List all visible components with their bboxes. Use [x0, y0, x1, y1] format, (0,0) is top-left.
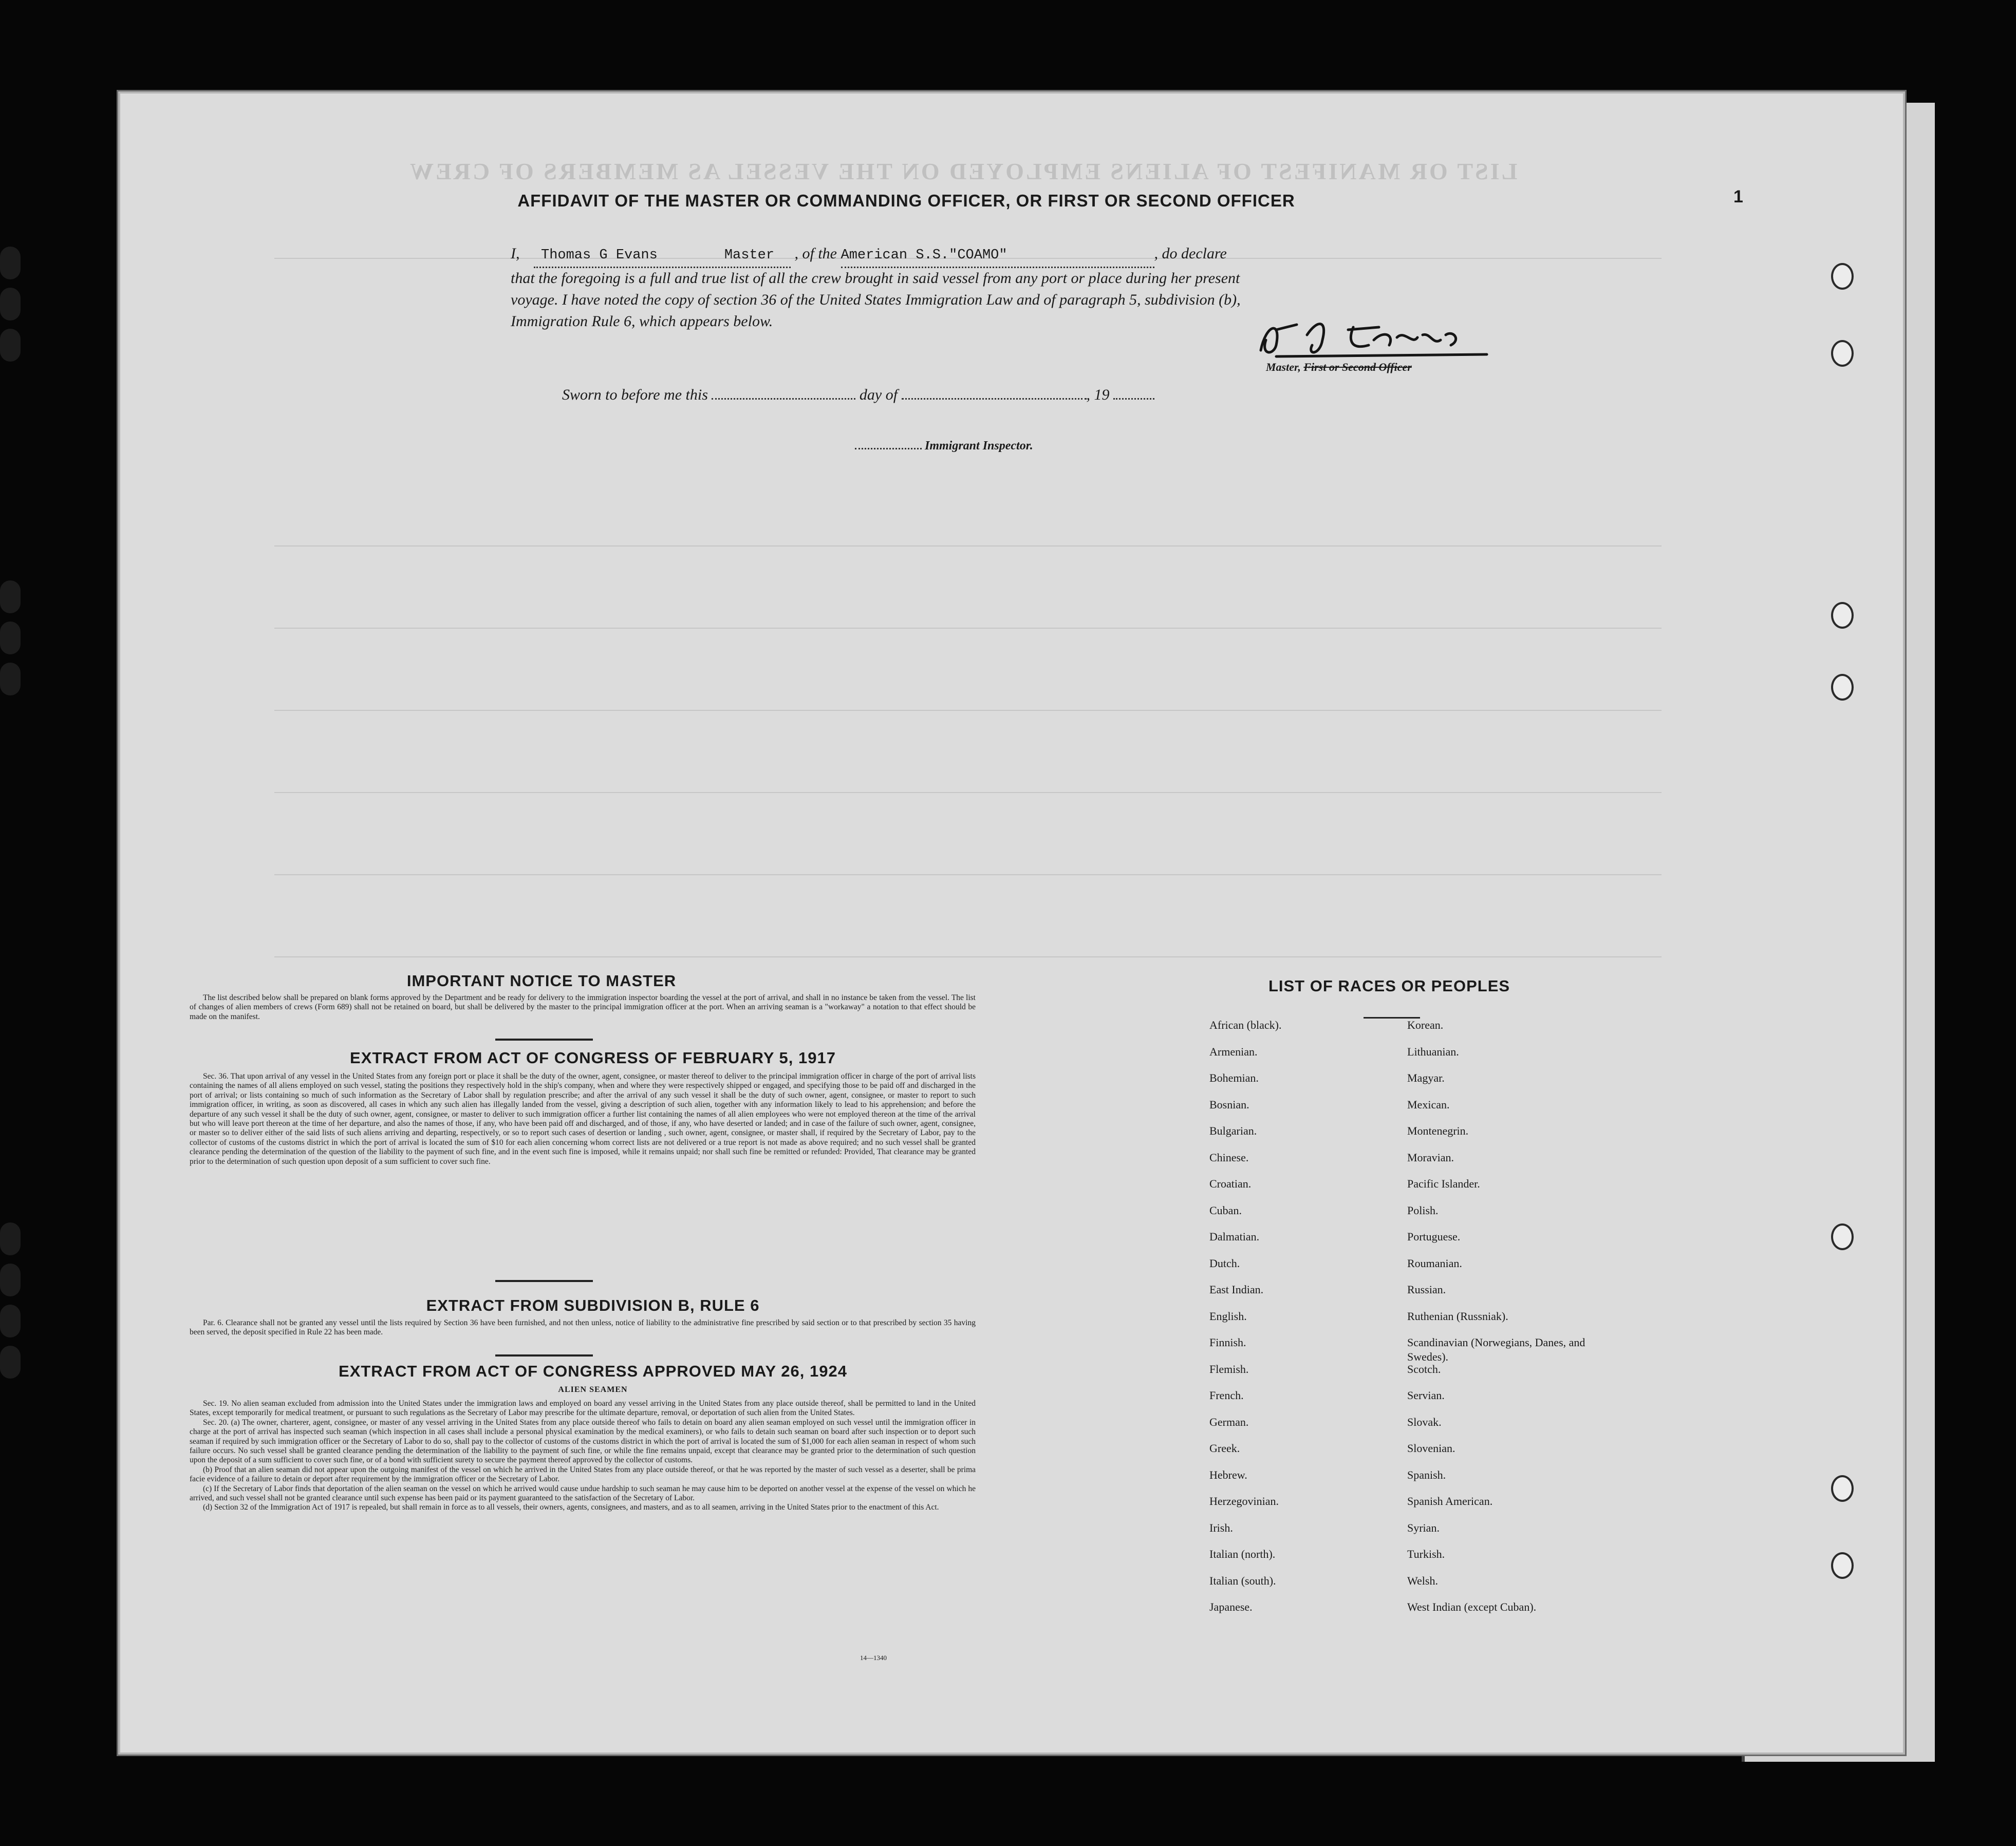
extract-1924-title: EXTRACT FROM ACT OF CONGRESS APPROVED MAY 26, 1924	[339, 1362, 847, 1380]
race-entry: Armenian.	[1209, 1045, 1258, 1058]
binder-hole	[0, 329, 21, 362]
races-right-column	[1407, 1018, 1602, 1627]
race-entry: Magyar.	[1407, 1071, 1445, 1084]
races-left-column	[1209, 1018, 1374, 1627]
race-entry: Herzegovinian.	[1209, 1495, 1279, 1508]
extract-1924-paragraph: (c) If the Secretary of Labor finds that deportation of the alien seaman on the vessel on which he arrived would cause undue hardship to such seaman he may cause him to be deported on another vessel at the expense of the vessel on which he arrived, and such vessel shall not be granted clearance until such expense has been paid or its payment guaranteed to the satisfaction of the Secretary of Labor.	[190, 1484, 976, 1503]
race-entry: Slovenian.	[1407, 1442, 1455, 1455]
affidavit-line-4: Immigration Rule 6, which appears below.	[511, 313, 773, 330]
race-entry: Roumanian.	[1407, 1256, 1462, 1270]
bleed-line	[274, 710, 1662, 711]
extract-rule6-text	[190, 1318, 976, 1338]
extract-1924-paragraph: Sec. 19. No alien seaman excluded from admission into the United States under the immigration laws and employed on board any vessel arriving in the United States from any place outside thereof, shall be permitted to land in the United States, except temporarily for medical treatment, or pursuant to such regulations as the Secretary of Labor may prescribe for the ultimate departure, removal, or deportation of such alien from the United States.	[190, 1399, 976, 1418]
page-hole	[1831, 1475, 1854, 1502]
signature-label	[1266, 361, 1412, 374]
extract-1924-paragraph: (d) Section 32 of the Immigration Act of 1917 is repealed, but shall remain in force as to all vessels, their owners, agents, consignees, and masters, and as to all seamen, arriving in the United States prior to the enactment of this Act.	[203, 1503, 939, 1512]
page-hole	[1831, 263, 1854, 290]
page-hole	[1831, 1223, 1854, 1250]
race-entry: French.	[1209, 1389, 1244, 1402]
form-number: 14—1340	[860, 1654, 887, 1662]
race-entry: Croatian.	[1209, 1177, 1252, 1190]
affidavit-line-3: voyage. I have noted the copy of section 36 of the United States Immigration Law and of paragraph 5, subdivision (b),	[511, 291, 1241, 308]
binder-hole	[0, 247, 21, 279]
binder-hole	[0, 1305, 21, 1338]
inspector-label: Immigrant Inspector.	[925, 439, 1033, 453]
race-entry: Ruthenian (Russniak).	[1407, 1309, 1508, 1323]
bleed-line	[274, 874, 1662, 875]
affidavit-page	[118, 91, 1905, 1755]
extract-1917-title: EXTRACT FROM ACT OF CONGRESS OF FEBRUARY 5, 1917	[350, 1049, 836, 1067]
declare-label: , do declare	[1154, 245, 1227, 262]
race-entry: African (black).	[1209, 1019, 1282, 1031]
race-entry: Dutch.	[1209, 1256, 1240, 1270]
bleed-line	[274, 628, 1662, 629]
race-entry: Lithuanian.	[1407, 1045, 1459, 1058]
important-notice-title: IMPORTANT NOTICE TO MASTER	[406, 972, 677, 990]
of-the-label: , of the	[794, 245, 837, 262]
races-title: LIST OF RACES OR PEOPLES	[1268, 977, 1510, 995]
binder-hole	[0, 663, 21, 695]
race-entry: West Indian (except Cuban).	[1407, 1600, 1537, 1613]
race-entry: Pacific Islander.	[1407, 1177, 1480, 1190]
race-entry: Spanish.	[1407, 1468, 1446, 1481]
race-entry: Japanese.	[1209, 1600, 1253, 1613]
binder-hole	[0, 621, 21, 654]
page-hole	[1831, 1552, 1854, 1579]
race-entry: Spanish American.	[1407, 1495, 1493, 1508]
race-entry: Hebrew.	[1209, 1468, 1247, 1481]
page-hole	[1831, 340, 1854, 367]
sworn-line	[562, 384, 1154, 406]
race-entry: German.	[1209, 1415, 1249, 1428]
race-entry: Slovak.	[1407, 1415, 1442, 1428]
race-entry: English.	[1209, 1309, 1247, 1323]
sworn-day-label: day of	[859, 386, 898, 403]
signature-label-struck: First or Second Officer	[1303, 361, 1412, 373]
master-rank: Master	[724, 248, 775, 263]
race-entry: Bohemian.	[1209, 1071, 1259, 1084]
race-entry: Servian.	[1407, 1389, 1445, 1402]
race-entry: Mexican.	[1407, 1098, 1450, 1111]
race-entry: Chinese.	[1209, 1151, 1249, 1164]
bleed-line	[274, 792, 1662, 793]
page-number: 1	[1733, 187, 1743, 206]
divider	[495, 1280, 593, 1282]
bleed-line	[274, 956, 1662, 957]
race-entry: Polish.	[1407, 1203, 1439, 1217]
important-notice-paragraph: The list described below shall be prepared on blank forms approved by the Department and be ready for delivery to the immigration inspector boarding the vessel at the port of arrival, and shall in no instance be taken from the vessel. The list of changes of alien members of crews (Form 689) shall not be retained on board, but shall be delivered by the master to the principal immigration officer at the port. When an arriving seaman is a "workaway" a notation to that effect should be made on the manifest.	[190, 993, 976, 1021]
race-entry: Moravian.	[1407, 1151, 1454, 1164]
extract-1924-paragraph: (b) Proof that an alien seaman did not appear upon the outgoing manifest of the vessel on which he arrived in the United States from any place outside thereof, or that he was reported by the master of such vessel as a deserter, shall be prima facie evidence of a failure to detain or deport after requirement by the immigration officer or the Secretary of Labor.	[190, 1465, 976, 1484]
page-hole	[1831, 674, 1854, 701]
affidavit-prefix: I,	[511, 245, 520, 262]
binder-hole	[0, 288, 21, 321]
important-notice-text	[190, 993, 976, 1022]
extract-1924-paragraph: Sec. 20. (a) The owner, charterer, agent, consignee, or master of any vessel arriving in the United States from any place outside thereof who fails to detain on board any alien seaman employed on such vessel until the immigration officer in charge at the port of arrival has inspected such seaman (which inspection in all cases shall include a personal physical examination by the medical examiners), or who fails to detain such seaman on board after such inspection or to deport such seaman if required by such immigration officer or the Secretary of Labor to do so, shall pay to the collector of customs of the customs district in which the port of arrival is located the sum of $1,000 for each alien seaman in respect of whom such failure occurs. No such vessel shall be granted clearance pending the determination of the liability to the payment of such fine, or while the fine remains unpaid, except that clearance may be granted prior to the determination of such question upon the deposit of a sum sufficient to cover such fine, or of a bond with sufficient surety to secure the payment thereof approved by the collector of customs.	[190, 1418, 976, 1465]
race-entry: Dalmatian.	[1209, 1230, 1260, 1243]
race-entry: Finnish.	[1209, 1336, 1246, 1349]
sworn-prefix: Sworn to before me this	[562, 386, 708, 403]
binder-hole	[0, 580, 21, 613]
race-entry: Welsh.	[1407, 1574, 1438, 1587]
extract-rule6-paragraph: Par. 6. Clearance shall not be granted any vessel until the lists required by Section 36 have been furnished, and not then unless, notice of liability to the administrative fine prescribed by said section or to that prescribed by section 35 having been served, the deposit specified in Rule 22 has been made.	[190, 1318, 976, 1337]
vessel-name: American S.S."COAMO"	[841, 248, 1007, 263]
extract-1917-text	[190, 1072, 976, 1166]
race-entry: Portuguese.	[1407, 1230, 1461, 1243]
alien-seamen-subtitle: ALIEN SEAMEN	[558, 1385, 628, 1394]
inspector-line	[855, 435, 1033, 457]
extract-rule6-title: EXTRACT FROM SUBDIVISION B, RULE 6	[426, 1296, 760, 1314]
race-entry: Scandinavian (Norwegians, Danes, and Swedes).	[1407, 1336, 1585, 1363]
bleed-line	[274, 545, 1662, 547]
race-entry: Irish.	[1209, 1521, 1233, 1534]
race-entry: Russian.	[1407, 1283, 1446, 1296]
sworn-year-label: , 19	[1086, 386, 1110, 403]
race-entry: Greek.	[1209, 1442, 1240, 1455]
race-entry: Turkish.	[1407, 1548, 1445, 1560]
binder-hole	[0, 1222, 21, 1255]
affidavit-title: AFFIDAVIT OF THE MASTER OR COMMANDING OFFICER, OR FIRST OR SECOND OFFICER	[517, 191, 1295, 210]
race-entry: Montenegrin.	[1407, 1124, 1469, 1137]
race-entry: Syrian.	[1407, 1521, 1440, 1534]
page-hole	[1831, 602, 1854, 629]
race-entry: Bulgarian.	[1209, 1124, 1257, 1137]
signature-label-master: Master,	[1266, 361, 1304, 373]
affidavit-line-2: that the foregoing is a full and true list of all the crew brought in said vessel from any port or place during her present	[511, 270, 1240, 287]
divider	[495, 1039, 593, 1041]
race-entry: Bosnian.	[1209, 1098, 1249, 1111]
master-signature	[1245, 314, 1492, 361]
race-entry: East Indian.	[1209, 1283, 1264, 1296]
race-entry: Cuban.	[1209, 1203, 1242, 1217]
master-name: Thomas G Evans	[541, 248, 658, 263]
race-entry: Italian (north).	[1209, 1548, 1276, 1560]
bleed-through-title: LIST OR MANIFEST OF ALIENS EMPLOYED ON THE VESSEL AS MEMBERS OF CREW	[408, 158, 1518, 184]
binder-hole	[0, 1264, 21, 1296]
binder-hole	[0, 1346, 21, 1379]
extract-1924-text	[190, 1399, 976, 1513]
extract-1917-paragraph: Sec. 36. That upon arrival of any vessel in the United States from any foreign port or place it shall be the duty of the owner, agent, consignee, or master thereof to deliver to the principal immigration officer in charge of the port of arrival lists containing the names of all aliens employed on such vessel, stating the positions they respectively hold in the ship's company, when and where they were respectively shipped or engaged, and specifying those to be paid off and discharged in the port of arrival; or lists containing so much of such information as the Secretary of Labor shall by regulation prescribe; and after the arrival of any such vessel it shall be the duty of such owner, agent, consignee, or master to report to such immigration officer, in writing, as soon as discovered, all cases in which any such alien has illegally landed from the vessel, giving a description of such alien, together with any information likely to lead to his apprehension; and before the departure of any such vessel it shall be the duty of such owner, agent, consignee, or master to deliver to such immigration officer a further list containing the names of all alien employees who were not employed thereon at the time of the arrival but who will leave port thereon at the time of her departure, and also the names of those, if any, who have been paid off and discharged, and of those, if any, who have deserted or landed; and in case of the failure of such owner, agent, consignee, or master so to deliver either of the said lists of such aliens arriving and departing, respectively, or so to report such cases of desertion or landing , such owner, agent, consignee, or master shall, if required by the Secretary of Labor, pay to the collector of customs of the customs district in which the port of arrival is located the sum of $10 for each alien concerning whom correct lists are not delivered or a true report is not made as above required; and no such vessel shall be granted clearance pending the determination of the question of the liability to the payment of such fine, and in the event such fine is imposed, while it remains unpaid; nor shall such fine be remitted or refunded: Provided, That clearance may be granted prior to the determination of such question upon deposit of a sum sufficient to cover such fine.	[190, 1072, 976, 1166]
affidavit-line-1	[511, 242, 1227, 268]
divider	[495, 1354, 593, 1357]
race-entry: Scotch.	[1407, 1362, 1441, 1376]
race-entry: Italian (south).	[1209, 1574, 1276, 1587]
race-entry: Korean.	[1407, 1019, 1444, 1031]
race-entry: Flemish.	[1209, 1362, 1249, 1376]
